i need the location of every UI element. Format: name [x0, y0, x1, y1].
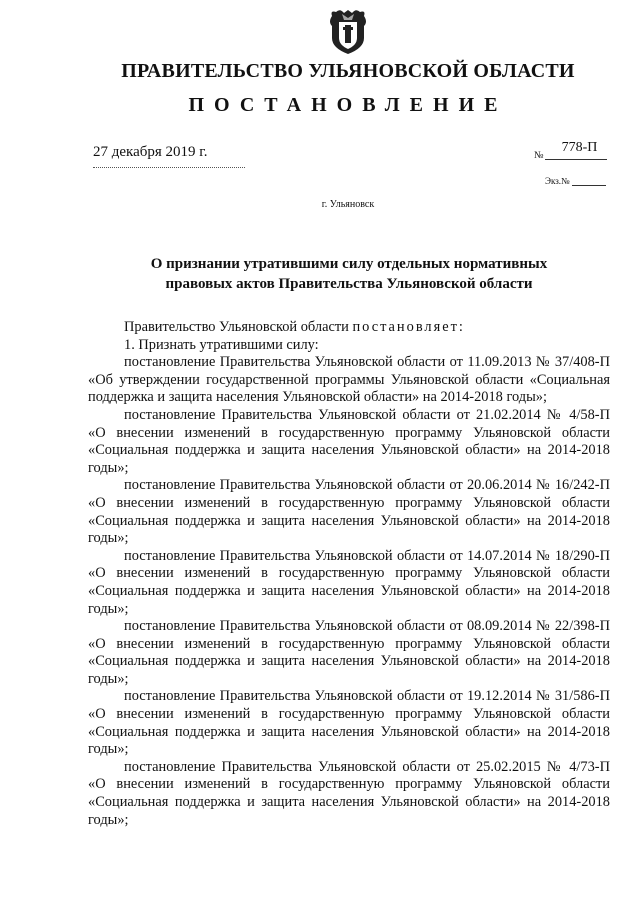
document-number: 778-П	[561, 140, 598, 155]
act-paragraph: постановление Правительства Ульяновской области от 25.02.2015 № 4/73-П «О внесении изменений в государственную программу Ульяновской области «Социальная поддержка и защита населения Ульяновской области» на 2014-2018 годы»;	[88, 758, 610, 828]
act-paragraph: постановление Правительства Ульяновской области от 14.07.2014 № 18/290-П «О внесении изменений в государственную программу Ульяновской области «Социальная поддержка и защита населения Ульяновской области» на 2014-2018 годы»;	[88, 547, 610, 617]
act-paragraph: постановление Правительства Ульяновской области от 19.12.2014 № 31/586-П «О внесении изменений в государственную программу Ульяновской области «Социальная поддержка и защита населения Ульяновской области» на 2014-2018 годы»;	[88, 688, 610, 758]
document-body	[88, 319, 610, 829]
item-1: 1. Признать утратившими силу:	[124, 336, 319, 353]
act-paragraph: постановление Правительства Ульяновской области от 11.09.2013 № 37/408-П «Об утверждении государственной программы Ульяновской области «Социальная поддержка и защита населения Ульяновской области» на 2014-2018 годы»;	[88, 354, 610, 406]
document-type: ПОСТАНОВЛЕНИЕ	[188, 94, 508, 116]
copy-number-label: Экз.№	[545, 176, 570, 186]
date-underline	[93, 167, 245, 168]
act-paragraph: постановление Правительства Ульяновской области от 21.02.2014 № 4/58-П «О внесении изменений в государственную программу Ульяновской области «Социальная поддержка и защита населения Ульяновской области» на 2014-2018 годы»;	[88, 406, 610, 476]
intro-prefix: Правительство Ульяновской области	[124, 319, 353, 335]
document-subject	[120, 254, 578, 294]
act-paragraph: постановление Правительства Ульяновской области от 08.09.2014 № 22/398-П «О внесении изменений в государственную программу Ульяновской области «Социальная поддержка и защита населения Ульяновской области» на 2014-2018 годы»;	[88, 618, 610, 687]
government-title: ПРАВИТЕЛЬСТВО УЛЬЯНОВСКОЙ ОБЛАСТИ	[121, 60, 575, 82]
number-label: №	[534, 150, 544, 161]
number-underline	[545, 159, 607, 160]
act-paragraph: постановление Правительства Ульяновской области от 20.06.2014 № 16/242-П «О внесении изменений в государственную программу Ульяновской области «Социальная поддержка и защита населения Ульяновской области» на 2014-2018 годы»;	[88, 477, 610, 547]
intro-verb: постановляет:	[352, 319, 465, 335]
city: г. Ульяновск	[321, 199, 375, 210]
document-date: 27 декабря 2019 г.	[93, 144, 208, 160]
subject-line-2: правовых актов Правительства Ульяновской области	[165, 276, 533, 292]
subject-line-1: О признании утратившими силу отдельных нормативных	[150, 256, 548, 272]
copy-number-underline	[572, 185, 606, 186]
intro-paragraph	[88, 319, 610, 337]
coat-of-arms-icon	[328, 8, 368, 56]
